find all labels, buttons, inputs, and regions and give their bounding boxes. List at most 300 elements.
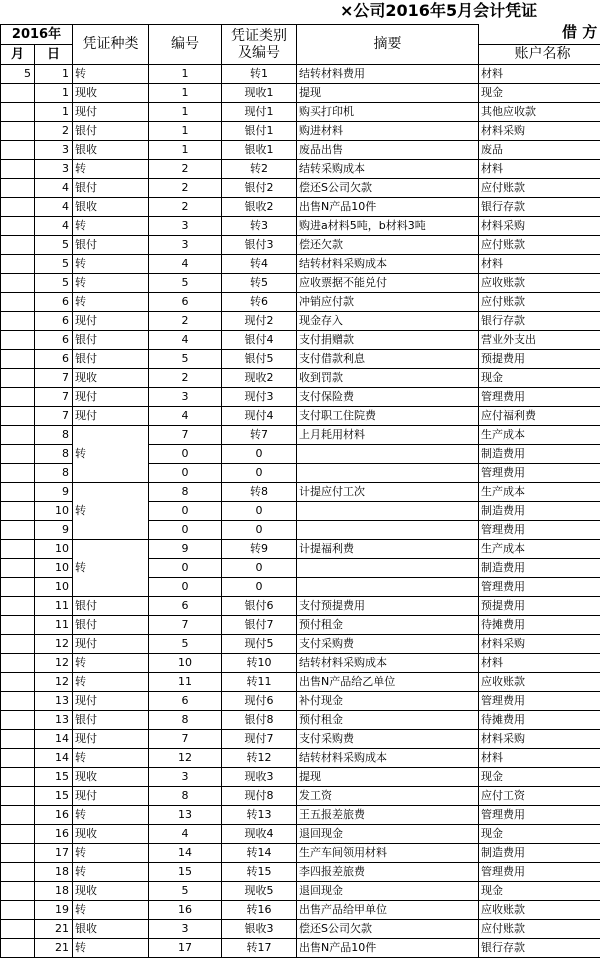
category-cell: 转6 [222,293,297,312]
summary-cell: 支付职工住院费 [297,407,479,426]
account-cell: 材料采购 [479,635,600,654]
month-cell [1,616,35,635]
table-row [1,597,600,616]
summary-cell: 冲销应付款 [297,293,479,312]
number-cell: 0 [149,521,222,540]
day-cell: 4 [35,198,73,217]
number-cell: 1 [149,122,222,141]
category-cell: 转4 [222,255,297,274]
month-cell [1,597,35,616]
month-header: 月 [1,45,35,65]
account-cell: 生产成本 [479,426,600,445]
month-cell [1,882,35,901]
summary-cell: 提现 [297,84,479,103]
summary-header: 摘要 [297,25,479,65]
page-title: ×公司2016年5月会计凭证 [340,1,538,20]
table-header [1,25,600,65]
number-cell: 3 [149,768,222,787]
account-cell: 现金 [479,369,600,388]
month-cell [1,464,35,483]
month-cell [1,787,35,806]
category-cell: 转8 [222,483,297,502]
voucher-type-cell: 银付 [73,236,149,255]
category-cell: 现付3 [222,388,297,407]
number-cell: 7 [149,730,222,749]
day-cell: 7 [35,407,73,426]
number-cell: 17 [149,939,222,958]
voucher-type-cell: 转 [73,483,149,540]
table-row [1,540,600,559]
day-cell: 18 [35,863,73,882]
table-row [1,882,600,901]
summary-cell: 购进材料 [297,122,479,141]
number-cell: 0 [149,559,222,578]
category-cell: 银付2 [222,179,297,198]
month-cell [1,312,35,331]
summary-cell: 退回现金 [297,882,479,901]
day-cell: 12 [35,635,73,654]
table-body [1,65,600,958]
account-cell: 废品 [479,141,600,160]
day-cell: 19 [35,901,73,920]
voucher-type-cell: 转 [73,863,149,882]
category-cell: 现收2 [222,369,297,388]
account-cell: 管理费用 [479,464,600,483]
category-cell: 银收2 [222,198,297,217]
day-cell: 5 [35,255,73,274]
day-cell: 3 [35,160,73,179]
account-cell: 管理费用 [479,863,600,882]
account-cell: 现金 [479,768,600,787]
voucher-type-header: 凭证种类 [73,25,149,65]
number-cell: 2 [149,369,222,388]
month-cell [1,445,35,464]
account-cell: 制造费用 [479,844,600,863]
account-cell: 应付账款 [479,236,600,255]
summary-cell: 收到罚款 [297,369,479,388]
table-row [1,217,600,236]
account-cell: 银行存款 [479,312,600,331]
account-cell: 材料采购 [479,730,600,749]
table-row [1,768,600,787]
day-cell: 1 [35,84,73,103]
voucher-table [0,24,600,958]
category-cell: 现收1 [222,84,297,103]
table-row [1,863,600,882]
account-cell: 应收账款 [479,274,600,293]
number-cell: 4 [149,255,222,274]
summary-cell: 出售产品给甲单位 [297,901,479,920]
table-row [1,160,600,179]
debit-header-cell [479,25,600,45]
category-cell: 转1 [222,65,297,84]
account-cell: 现金 [479,84,600,103]
account-cell: 待摊费用 [479,616,600,635]
category-cell: 转5 [222,274,297,293]
table-row [1,939,600,958]
account-name-header: 账户名称 [479,45,600,65]
category-cell: 转13 [222,806,297,825]
voucher-type-cell: 转 [73,844,149,863]
number-cell: 5 [149,350,222,369]
month-cell [1,255,35,274]
table-row [1,787,600,806]
month-cell [1,198,35,217]
number-cell: 0 [149,464,222,483]
day-cell: 21 [35,920,73,939]
summary-cell: 废品出售 [297,141,479,160]
category-cell: 现收4 [222,825,297,844]
day-cell: 7 [35,388,73,407]
summary-cell: 提现 [297,768,479,787]
summary-cell: 偿还S公司欠款 [297,179,479,198]
table-row [1,483,600,502]
voucher-type-cell: 现付 [73,730,149,749]
number-cell: 15 [149,863,222,882]
category-cell: 转3 [222,217,297,236]
summary-cell: 生产车间领用材料 [297,844,479,863]
account-cell: 材料 [479,65,600,84]
summary-cell: 预付租金 [297,616,479,635]
summary-cell: 支付采购费 [297,730,479,749]
day-cell: 5 [35,274,73,293]
number-cell: 12 [149,749,222,768]
category-cell: 现付5 [222,635,297,654]
summary-cell: 上月耗用材料 [297,426,479,445]
voucher-type-cell: 转 [73,274,149,293]
voucher-type-cell: 转 [73,255,149,274]
month-cell [1,749,35,768]
table-row [1,255,600,274]
month-cell [1,711,35,730]
month-cell [1,578,35,597]
category-cell: 现付1 [222,103,297,122]
number-cell: 0 [149,502,222,521]
account-cell: 材料 [479,255,600,274]
day-cell: 8 [35,464,73,483]
voucher-type-cell: 转 [73,293,149,312]
table-row [1,369,600,388]
voucher-type-cell: 现收 [73,882,149,901]
table-row [1,103,600,122]
day-cell: 14 [35,730,73,749]
category-cell: 现付6 [222,692,297,711]
number-cell: 1 [149,141,222,160]
number-header: 编号 [149,25,222,65]
table-row [1,635,600,654]
day-cell: 4 [35,179,73,198]
summary-cell [297,521,479,540]
month-cell [1,407,35,426]
voucher-type-cell: 转 [73,426,149,483]
number-cell: 5 [149,274,222,293]
day-cell: 1 [35,65,73,84]
number-cell: 8 [149,787,222,806]
account-cell: 材料 [479,160,600,179]
day-cell: 6 [35,293,73,312]
voucher-type-cell: 现付 [73,787,149,806]
summary-cell: 出售N产品10件 [297,198,479,217]
number-cell: 10 [149,654,222,673]
number-cell: 4 [149,825,222,844]
table-row [1,692,600,711]
account-cell: 管理费用 [479,388,600,407]
table-row [1,331,600,350]
summary-cell: 退回现金 [297,825,479,844]
account-cell: 制造费用 [479,502,600,521]
voucher-type-cell: 现收 [73,369,149,388]
summary-cell: 购进a材料5吨，b材料3吨 [297,217,479,236]
day-cell: 10 [35,578,73,597]
month-cell: 5 [1,65,35,84]
day-cell: 17 [35,844,73,863]
account-cell: 应付工资 [479,787,600,806]
category-cell: 银付7 [222,616,297,635]
summary-cell: 计提福利费 [297,540,479,559]
voucher-type-cell: 现付 [73,103,149,122]
summary-cell: 支付捐赠款 [297,331,479,350]
category-cell: 银付8 [222,711,297,730]
number-cell: 8 [149,483,222,502]
voucher-type-cell: 转 [73,901,149,920]
account-cell: 待摊费用 [479,711,600,730]
number-cell: 3 [149,217,222,236]
month-cell [1,825,35,844]
day-cell: 2 [35,122,73,141]
category-cell: 0 [222,578,297,597]
summary-cell: 购买打印机 [297,103,479,122]
voucher-type-cell: 现付 [73,407,149,426]
summary-cell: 计提应付工次 [297,483,479,502]
number-cell: 0 [149,445,222,464]
account-cell: 制造费用 [479,445,600,464]
day-cell: 11 [35,597,73,616]
account-cell: 预提费用 [479,597,600,616]
summary-cell: 偿还欠款 [297,236,479,255]
month-cell [1,901,35,920]
day-cell: 9 [35,483,73,502]
summary-cell: 结转材料费用 [297,65,479,84]
voucher-type-cell: 转 [73,160,149,179]
category-cell: 现付7 [222,730,297,749]
account-cell: 管理费用 [479,578,600,597]
summary-cell: 结转材料采购成本 [297,255,479,274]
summary-cell: 王五报差旅费 [297,806,479,825]
summary-cell: 支付借款利息 [297,350,479,369]
category-cell: 转17 [222,939,297,958]
summary-cell: 出售N产品给乙单位 [297,673,479,692]
month-cell [1,141,35,160]
table-row [1,274,600,293]
account-cell: 生产成本 [479,483,600,502]
voucher-type-cell: 转 [73,939,149,958]
month-cell [1,369,35,388]
month-cell [1,559,35,578]
number-cell: 14 [149,844,222,863]
table-row [1,407,600,426]
month-cell [1,502,35,521]
number-cell: 1 [149,65,222,84]
month-cell [1,521,35,540]
table-row [1,122,600,141]
day-cell: 6 [35,331,73,350]
category-cell: 0 [222,464,297,483]
summary-cell: 支付保险费 [297,388,479,407]
voucher-type-cell: 银付 [73,616,149,635]
month-cell [1,692,35,711]
category-cell: 转11 [222,673,297,692]
account-cell: 材料 [479,749,600,768]
voucher-type-cell: 现付 [73,388,149,407]
number-cell: 3 [149,236,222,255]
summary-cell [297,578,479,597]
summary-cell [297,502,479,521]
day-cell: 12 [35,673,73,692]
table-row [1,293,600,312]
summary-cell: 支付预提费用 [297,597,479,616]
summary-cell: 结转材料采购成本 [297,749,479,768]
month-cell [1,426,35,445]
account-cell: 现金 [479,882,600,901]
table-row [1,65,600,84]
month-cell [1,768,35,787]
category-cell: 现收5 [222,882,297,901]
number-cell: 3 [149,920,222,939]
category-cell: 银付5 [222,350,297,369]
category-cell: 转15 [222,863,297,882]
category-cell: 0 [222,445,297,464]
account-cell: 其他应收款 [479,103,600,122]
summary-cell: 结转材料采购成本 [297,654,479,673]
day-cell: 10 [35,502,73,521]
day-cell: 11 [35,616,73,635]
account-cell: 应付账款 [479,179,600,198]
day-cell: 16 [35,825,73,844]
table-row [1,654,600,673]
account-cell: 应收账款 [479,901,600,920]
voucher-type-cell: 银收 [73,920,149,939]
month-cell [1,274,35,293]
voucher-type-cell: 银付 [73,122,149,141]
day-cell: 16 [35,806,73,825]
account-cell: 应付账款 [479,293,600,312]
number-cell: 2 [149,312,222,331]
summary-cell: 李四报差旅费 [297,863,479,882]
category-header-line2: 及编号 [238,44,280,61]
day-header: 日 [35,45,73,65]
voucher-type-cell: 现收 [73,84,149,103]
category-cell: 转7 [222,426,297,445]
table-row [1,198,600,217]
number-cell: 8 [149,711,222,730]
table-row [1,901,600,920]
summary-cell: 发工资 [297,787,479,806]
month-cell [1,179,35,198]
table-row [1,673,600,692]
day-cell: 8 [35,445,73,464]
month-cell [1,160,35,179]
voucher-type-cell: 银收 [73,198,149,217]
summary-cell: 偿还S公司欠款 [297,920,479,939]
voucher-type-cell: 转 [73,540,149,597]
number-cell: 5 [149,635,222,654]
number-cell: 1 [149,84,222,103]
table-row [1,844,600,863]
summary-cell [297,445,479,464]
debit-header: 借 方 [562,23,598,41]
number-cell: 11 [149,673,222,692]
table-row [1,179,600,198]
month-cell [1,483,35,502]
number-cell: 13 [149,806,222,825]
category-cell: 转2 [222,160,297,179]
number-cell: 6 [149,692,222,711]
category-cell: 转12 [222,749,297,768]
category-cell: 转16 [222,901,297,920]
table-row [1,825,600,844]
table-row [1,920,600,939]
summary-cell [297,559,479,578]
table-row [1,84,600,103]
category-header-line1: 凭证类别 [231,27,287,44]
category-cell: 转9 [222,540,297,559]
number-cell: 6 [149,597,222,616]
category-cell: 银付4 [222,331,297,350]
number-cell: 7 [149,426,222,445]
voucher-type-cell: 现付 [73,312,149,331]
voucher-type-cell: 现付 [73,635,149,654]
month-cell [1,730,35,749]
voucher-type-cell: 转 [73,673,149,692]
day-cell: 8 [35,426,73,445]
day-cell: 4 [35,217,73,236]
voucher-type-cell: 转 [73,654,149,673]
category-cell: 转14 [222,844,297,863]
table-row [1,426,600,445]
day-cell: 21 [35,939,73,958]
category-cell: 转10 [222,654,297,673]
table-row [1,730,600,749]
month-cell [1,844,35,863]
month-cell [1,939,35,958]
day-cell: 5 [35,236,73,255]
month-cell [1,350,35,369]
number-cell: 4 [149,331,222,350]
category-cell: 银收1 [222,141,297,160]
table-row [1,141,600,160]
account-cell: 银行存款 [479,939,600,958]
month-cell [1,84,35,103]
month-cell [1,217,35,236]
day-cell: 1 [35,103,73,122]
day-cell: 9 [35,521,73,540]
table-row [1,236,600,255]
account-cell: 营业外支出 [479,331,600,350]
month-cell [1,920,35,939]
account-cell: 材料 [479,654,600,673]
account-cell: 材料采购 [479,122,600,141]
account-cell: 管理费用 [479,692,600,711]
number-cell: 2 [149,160,222,179]
voucher-type-cell: 现付 [73,692,149,711]
day-cell: 10 [35,559,73,578]
number-cell: 4 [149,407,222,426]
day-cell: 6 [35,312,73,331]
summary-cell: 出售N产品10件 [297,939,479,958]
day-cell: 13 [35,692,73,711]
category-cell: 0 [222,559,297,578]
summary-cell: 结转采购成本 [297,160,479,179]
